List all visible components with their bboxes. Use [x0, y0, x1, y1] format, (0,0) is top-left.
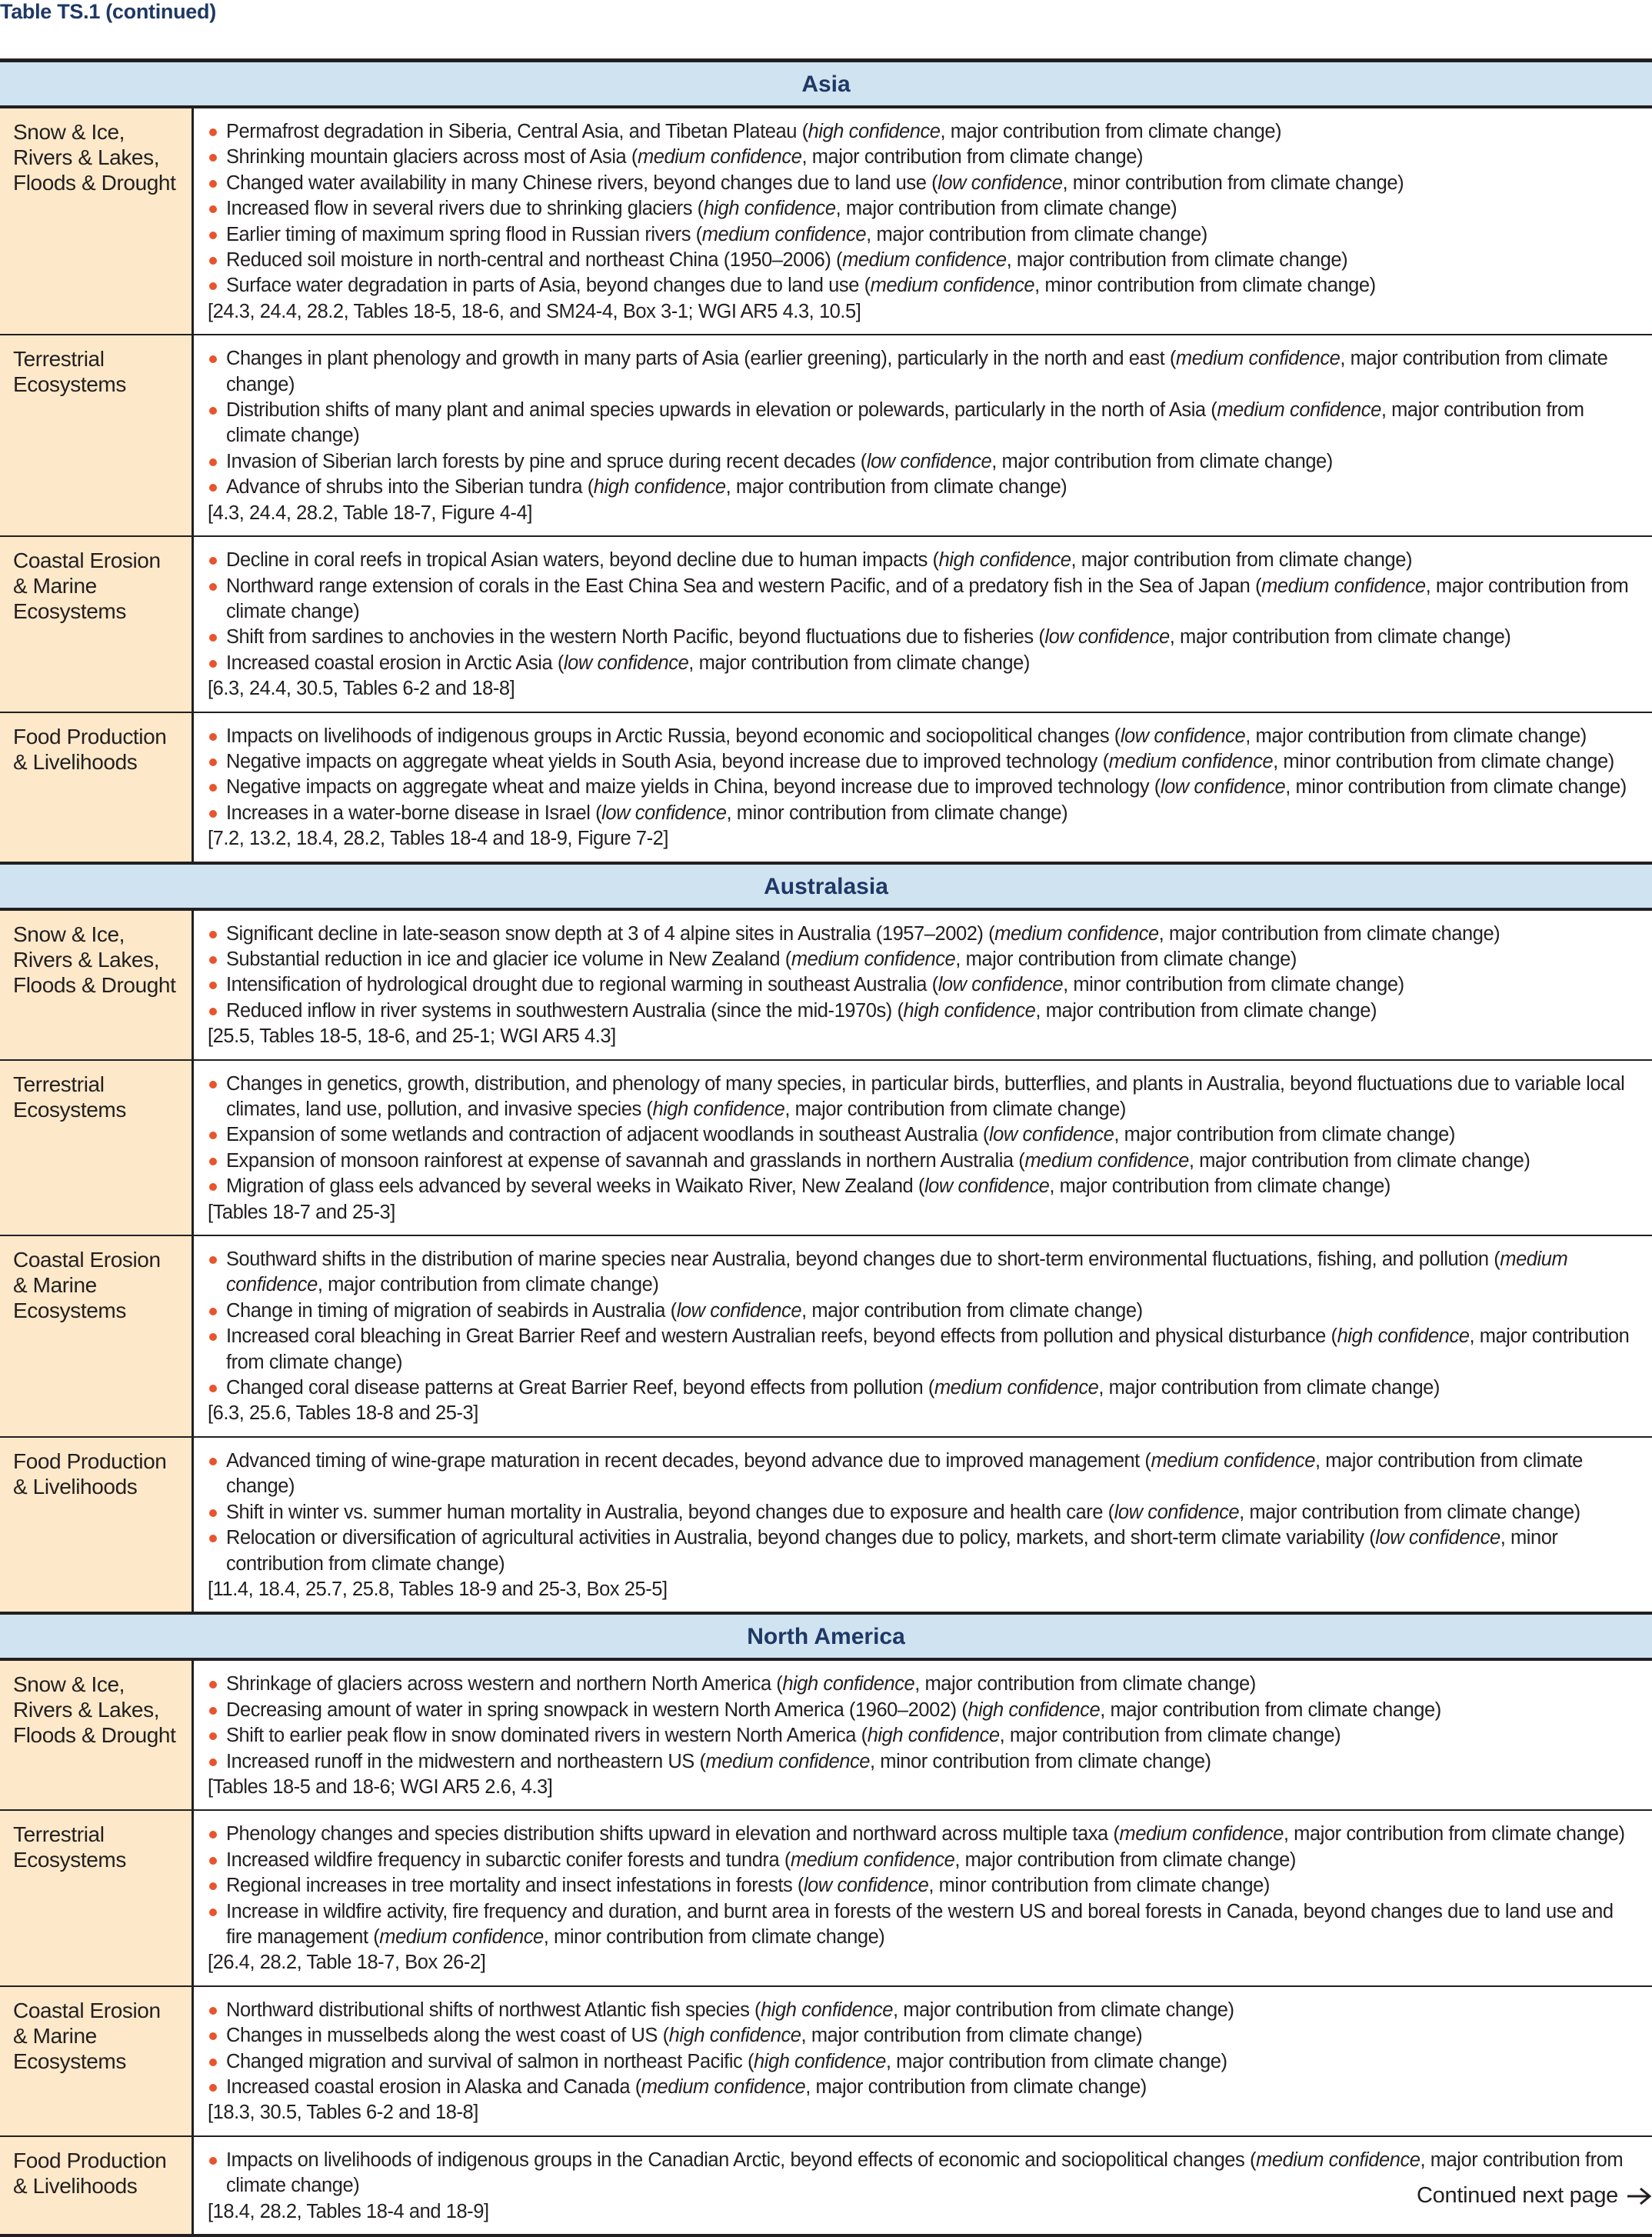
impact-bullet: [208, 972, 1641, 998]
confidence-level: high confidence: [808, 121, 941, 142]
impact-attribution: , major contribution from climate change): [940, 121, 1282, 142]
impact-text: Changes in musselbeds along the west coast of US (: [226, 2025, 669, 2047]
impact-bullet: [208, 2075, 1641, 2100]
confidence-level: high confidence: [761, 1999, 893, 2021]
impact-text: Change in timing of migration of seabirds in Australia (: [226, 1299, 677, 1322]
observed-impacts-table: [0, 58, 1652, 2237]
table-row: [0, 1436, 1652, 1612]
impact-bullet: [208, 1149, 1641, 1174]
category-label: & Marine: [13, 574, 97, 598]
impact-text: Significant decline in late-season snow depth at 3 of 4 alpine sites in Australia (1957–2002) (: [226, 922, 995, 945]
impact-bullet: [208, 947, 1641, 972]
impact-attribution: , major contribution from climate change): [688, 652, 1030, 674]
impact-attribution: , major contribution from climate change): [1071, 549, 1413, 572]
category-label: Snow & Ice,: [13, 120, 125, 144]
impact-text: Northward range extension of corals in the East China Sea and western Pacific, and of a predatory fish in the Sea of Japan (: [226, 575, 1262, 597]
impact-attribution: , major contribution from climate change): [1239, 1501, 1580, 1523]
section-references: [18.4, 28.2, Tables 18-4 and 18-9]: [208, 2200, 489, 2222]
impact-bullet: [208, 651, 1641, 676]
impacts-cell: [194, 713, 1652, 862]
section-references: [24.3, 24.4, 28.2, Tables 18-5, 18-6, and SM24-4, Box 3-1; WGI AR5 4.3, 10.5]: [208, 300, 861, 322]
impact-text: Northward distributional shifts of northwest Atlantic fish species (: [226, 1999, 761, 2021]
impact-text: Changed water availability in many Chinese rivers, beyond changes due to land use (: [226, 172, 938, 194]
impact-bullet: [208, 1449, 1641, 1500]
impact-attribution: , major contribution from climate change): [1098, 1377, 1440, 1399]
confidence-level: medium confidence: [1151, 1449, 1315, 1472]
impact-attribution: , major contribution from climate change): [801, 146, 1144, 168]
impact-bullet: [208, 1698, 1641, 1723]
impacts-cell: [194, 1061, 1652, 1235]
impacts-cell: [194, 335, 1652, 535]
impact-attribution: , major contribution from climate change): [226, 348, 1608, 395]
confidence-level: high confidence: [1337, 1325, 1470, 1348]
table-row: [0, 911, 1652, 1059]
impact-text: Shrinkage of glaciers across western and northern North America (: [226, 1673, 783, 1695]
region-header: Asia: [0, 62, 1652, 108]
impact-attribution: , major contribution from climate change): [226, 399, 1584, 447]
confidence-level: high confidence: [593, 476, 726, 498]
section-references: [4.3, 24.4, 28.2, Table 18-7, Figure 4-4]: [208, 502, 532, 524]
impact-bullet: [208, 1899, 1641, 1951]
impact-attribution: , major contribution from climate change): [226, 1325, 1630, 1373]
impact-text: Negative impacts on aggregate wheat and maize yields in China, beyond increase due to improved technology (: [226, 776, 1161, 798]
table-row: [0, 108, 1652, 334]
arrow-right-icon: [1626, 2185, 1652, 2208]
impact-attribution: , minor contribution from climate change): [1285, 776, 1627, 798]
category-cell: [0, 1061, 194, 1235]
impact-bullet: [208, 273, 1641, 298]
confidence-level: high confidence: [938, 549, 1071, 572]
table-row: [0, 1809, 1652, 1985]
impact-bullet: [208, 222, 1641, 248]
confidence-level: low confidence: [1120, 725, 1246, 747]
impact-bullet: [208, 475, 1641, 500]
category-cell: [0, 1811, 194, 1985]
impact-text: Reduced soil moisture in north-central and northeast China (1950–2006) (: [226, 249, 843, 272]
confidence-level: high confidence: [754, 2050, 886, 2072]
impact-attribution: , major contribution from climate change): [892, 1999, 1234, 2021]
impact-attribution: , major contribution from climate change): [1169, 626, 1511, 648]
section-references: [25.5, Tables 18-5, 18-6, and 25-1; WGI AR5 4.3]: [208, 1025, 616, 1048]
impact-attribution: , major contribution from climate change): [885, 2050, 1227, 2072]
confidence-level: low confidence: [924, 1175, 1050, 1198]
impact-attribution: , major contribution from climate change): [866, 223, 1207, 245]
impact-text: Changed migration and survival of salmon in northeast Pacific (: [226, 2050, 754, 2072]
impact-attribution: , major contribution from climate change): [914, 1673, 1256, 1695]
confidence-level: medium confidence: [701, 223, 867, 245]
impact-text: Increases in a water-borne disease in Israel (: [226, 802, 602, 824]
impact-bullet: [208, 1500, 1641, 1525]
category-cell: [0, 1438, 194, 1612]
confidence-level: low confidence: [1114, 1501, 1240, 1523]
confidence-level: medium confidence: [934, 1377, 1099, 1399]
region-header: Australasia: [0, 862, 1652, 911]
confidence-level: low confidence: [1160, 776, 1286, 798]
impacts-cell: [194, 1811, 1652, 1985]
impact-attribution: , major contribution from climate change): [1158, 922, 1500, 945]
category-label: Ecosystems: [13, 1097, 126, 1122]
section-references: [7.2, 13.2, 18.4, 28.2, Tables 18-4 and 18-9, Figure 7-2]: [208, 828, 669, 850]
footer-label: Continued next page: [1417, 2183, 1618, 2208]
impact-bullet: [208, 625, 1641, 650]
impact-bullet: [208, 1247, 1641, 1299]
impact-attribution: , major contribution from climate change): [801, 1299, 1143, 1322]
table-row: [0, 2135, 1652, 2234]
impact-text: Surface water degradation in parts of Asia, beyond changes due to land use (: [226, 275, 871, 297]
impact-text: Expansion of monsoon rainforest at expense of savannah and grasslands in northern Australia (: [226, 1149, 1025, 1172]
impact-bullet: [208, 2049, 1641, 2075]
impact-text: Earlier timing of maximum spring flood in Russian rivers (: [226, 223, 702, 245]
impact-bullet: [208, 749, 1641, 775]
confidence-level: low confidence: [601, 802, 727, 824]
impact-bullet: [208, 548, 1641, 573]
category-cell: [0, 1661, 194, 1809]
impact-attribution: , major contribution from climate change): [784, 1098, 1126, 1120]
impact-text: Changed coral disease patterns at Great Barrier Reef, beyond effects from pollution (: [226, 1377, 934, 1399]
confidence-level: low confidence: [938, 974, 1064, 996]
category-cell: [0, 1236, 194, 1436]
confidence-level: medium confidence: [1175, 348, 1341, 370]
category-label: Ecosystems: [13, 372, 126, 397]
confidence-level: medium confidence: [842, 249, 1007, 272]
impact-text: Distribution shifts of many plant and animal species upwards in elevation or polewards, particularly in the north of Asia (: [226, 399, 1217, 422]
impact-text: Advance of shrubs into the Siberian tundra (: [226, 476, 594, 498]
impact-text: Decreasing amount of water in spring snowpack in western North America (1960–2002) (: [226, 1699, 968, 1721]
confidence-level: high confidence: [782, 1673, 915, 1695]
confidence-level: medium confidence: [1261, 575, 1426, 597]
section-references: [26.4, 28.2, Table 18-7, Box 26-2]: [208, 1952, 486, 1974]
impact-attribution: , major contribution from climate change): [801, 2025, 1143, 2047]
impact-text: Decline in coral reefs in tropical Asian waters, beyond decline due to human impacts (: [226, 549, 939, 572]
impact-attribution: , major contribution from climate change): [226, 575, 1629, 622]
impact-bullet: [208, 398, 1641, 449]
impact-text: Shift in winter vs. summer human mortality in Australia, beyond changes due to exposure and health care (: [226, 1501, 1114, 1523]
confidence-level: low confidence: [803, 1875, 929, 1897]
category-label: Snow & Ice,: [13, 922, 125, 946]
impact-text: Permafrost degradation in Siberia, Central Asia, and Tibetan Plateau (: [226, 121, 808, 142]
impact-bullet: [208, 998, 1641, 1024]
category-label: Coastal Erosion: [13, 1998, 161, 2022]
section-references: [6.3, 24.4, 30.5, Tables 6-2 and 18-8]: [208, 678, 515, 700]
impact-attribution: , minor contribution from climate change): [870, 1750, 1211, 1772]
confidence-level: medium confidence: [641, 2076, 806, 2098]
confidence-level: medium confidence: [1217, 399, 1381, 422]
confidence-level: high confidence: [668, 2025, 801, 2047]
confidence-level: high confidence: [968, 1699, 1101, 1721]
impact-attribution: , major contribution from climate change): [954, 1849, 1296, 1871]
impact-bullet: [208, 2023, 1641, 2049]
category-label: Rivers & Lakes,: [13, 145, 160, 169]
category-cell: [0, 713, 194, 862]
impact-bullet: [208, 1299, 1641, 1324]
impact-text: Advanced timing of wine-grape maturation in recent decades, beyond advance due to improved management (: [226, 1449, 1151, 1472]
confidence-level: high confidence: [903, 999, 1036, 1022]
impact-bullet: [208, 1072, 1641, 1123]
impact-bullet: [208, 1723, 1641, 1749]
impact-attribution: , major contribution from climate change): [1245, 725, 1587, 747]
impact-text: Increase in wildfire activity, fire frequency and duration, and burnt area in forests of the western US and boreal forests in Canada, beyond changes due to land use and fire management (: [226, 1900, 1614, 1948]
impact-bullet: [208, 775, 1641, 800]
impact-text: Relocation or diversification of agricultural activities in Australia, beyond changes due to policy, markets, and short-term climate variability (: [226, 1527, 1376, 1549]
section-references: [11.4, 18.4, 25.7, 25.8, Tables 18-9 and 25-3, Box 25-5]: [208, 1578, 668, 1600]
impact-attribution: , minor contribution from climate change): [928, 1875, 1270, 1897]
impact-bullet: [208, 145, 1641, 170]
category-cell: [0, 537, 194, 711]
confidence-level: low confidence: [676, 1299, 802, 1322]
impact-bullet: [208, 248, 1641, 273]
table-row: [0, 1661, 1652, 1809]
impact-text: Substantial reduction in ice and glacier ice volume in New Zealand (: [226, 948, 791, 970]
confidence-level: medium confidence: [790, 1849, 955, 1871]
impact-text: Changes in genetics, growth, distribution, and phenology of many species, in particular birds, butterflies, and plants in Australia, beyond fluctuations due to variable local climates, land use, pollution, and invasive species (: [226, 1072, 1625, 1120]
impact-text: Increased coastal erosion in Arctic Asia (: [226, 652, 564, 674]
impact-attribution: , minor contribution from climate change): [1034, 275, 1376, 297]
impact-attribution: , minor contribution from climate change): [1062, 172, 1404, 194]
impact-bullet: [208, 1998, 1641, 2023]
confidence-level: medium confidence: [1256, 2149, 1421, 2171]
impact-text: Shrinking mountain glaciers across most of Asia (: [226, 146, 638, 168]
category-label: Rivers & Lakes,: [13, 1698, 160, 1722]
impact-attribution: , major contribution from climate change): [1049, 1175, 1391, 1198]
impact-text: Phenology changes and species distribution shifts upward in elevation and northward across multiple taxa (: [226, 1823, 1120, 1845]
confidence-level: high confidence: [703, 198, 836, 220]
confidence-level: low confidence: [1375, 1527, 1500, 1549]
continued-next-page: [1417, 2183, 1652, 2209]
impacts-cell: [194, 1438, 1652, 1612]
table-row: [0, 1985, 1652, 2135]
category-label: & Marine: [13, 1273, 97, 1298]
section-references: [18.3, 30.5, Tables 6-2 and 18-8]: [208, 2102, 478, 2124]
table-row: [0, 1235, 1652, 1436]
impacts-cell: [194, 1661, 1652, 1809]
impact-text: Increased wildfire frequency in subarctic conifer forests and tundra (: [226, 1849, 791, 1871]
impact-bullet: [208, 1525, 1641, 1577]
impact-text: Increased flow in several rivers due to shrinking glaciers (: [226, 198, 704, 220]
confidence-level: medium confidence: [705, 1750, 871, 1772]
impact-bullet: [208, 449, 1641, 475]
category-cell: [0, 1987, 194, 2135]
confidence-level: low confidence: [938, 172, 1063, 194]
confidence-level: medium confidence: [637, 146, 802, 168]
category-label: Food Production: [13, 724, 167, 748]
category-label: & Livelihoods: [13, 2173, 138, 2198]
impact-bullet: [208, 1749, 1641, 1775]
impact-attribution: , major contribution from climate change): [317, 1274, 659, 1296]
impact-attribution: , major contribution from climate change): [1100, 1699, 1441, 1721]
impact-text: Shift to earlier peak flow in snow dominated rivers in western North America (: [226, 1725, 868, 1747]
category-cell: [0, 335, 194, 535]
section-references: [Tables 18-5 and 18-6; WGI AR5 2.6, 4.3]: [208, 1775, 553, 1798]
confidence-level: medium confidence: [1108, 750, 1274, 772]
impact-bullet: [208, 724, 1641, 749]
impacts-cell: [194, 1236, 1652, 1436]
impact-text: Negative impacts on aggregate wheat yields in South Asia, beyond increase due to improved technology (: [226, 750, 1109, 772]
impacts-cell: [194, 1987, 1652, 2135]
category-label: Ecosystems: [13, 1848, 126, 1872]
impact-attribution: , major contribution from climate change): [955, 948, 1297, 970]
category-label: Ecosystems: [13, 599, 126, 624]
table-caption: Table TS.1 (continued): [0, 0, 216, 23]
impact-bullet: [208, 346, 1641, 398]
category-label: Coastal Erosion: [13, 1248, 161, 1272]
impact-attribution: , minor contribution from climate change): [226, 1527, 1558, 1575]
impact-text: Increased coral bleaching in Great Barrier Reef and western Australian reefs, beyond effects from pollution and physical disturbance (: [226, 1325, 1337, 1348]
impact-bullet: [208, 1822, 1641, 1847]
impact-text: Southward shifts in the distribution of marine species near Australia, beyond changes due to short-term environmental fluctuations, fishing, and pollution (: [226, 1249, 1500, 1271]
impact-attribution: , major contribution from climate change): [226, 1449, 1583, 1498]
confidence-level: low confidence: [1044, 626, 1170, 648]
impact-text: Increased coastal erosion in Alaska and Canada (: [226, 2076, 641, 2098]
category-label: Terrestrial: [13, 1072, 105, 1096]
category-label: Rivers & Lakes,: [13, 947, 160, 972]
confidence-level: medium confidence: [1119, 1823, 1284, 1845]
category-label: & Livelihoods: [13, 1474, 138, 1499]
category-label: Terrestrial: [13, 347, 105, 372]
confidence-level: medium confidence: [791, 948, 956, 970]
impact-text: Migration of glass eels advanced by several weeks in Waikato River, New Zealand (: [226, 1175, 924, 1198]
impact-attribution: , major contribution from climate change): [1114, 1124, 1455, 1146]
impact-text: Shift from sardines to anchovies in the western North Pacific, beyond fluctuations due to fisheries (: [226, 626, 1045, 648]
impact-attribution: , minor contribution from climate change): [726, 802, 1068, 824]
impact-bullet: [208, 1873, 1641, 1899]
category-cell: [0, 2137, 194, 2234]
impact-text: Regional increases in tree mortality and insect infestations in forests (: [226, 1875, 804, 1897]
category-label: Food Production: [13, 1449, 167, 1473]
category-label: & Livelihoods: [13, 749, 138, 774]
impact-text: Invasion of Siberian larch forests by pine and spruce during recent decades (: [226, 450, 867, 472]
impact-text: Expansion of some wetlands and contraction of adjacent woodlands in southeast Australia (: [226, 1124, 989, 1146]
impact-attribution: , minor contribution from climate change): [543, 1925, 885, 1948]
impacts-cell: [194, 911, 1652, 1059]
category-label: Terrestrial: [13, 1822, 105, 1847]
impact-bullet: [208, 922, 1641, 947]
impact-attribution: , major contribution from climate change): [835, 198, 1177, 220]
category-cell: [0, 911, 194, 1059]
category-label: Floods & Drought: [13, 1723, 176, 1748]
confidence-level: low confidence: [866, 450, 992, 472]
impacts-cell: [194, 108, 1652, 334]
impact-attribution: , minor contribution from climate change): [1273, 750, 1614, 772]
impact-bullet: [208, 1672, 1641, 1697]
impacts-cell: [194, 537, 1652, 711]
impact-bullet: [208, 196, 1641, 222]
impact-attribution: , major contribution from climate change): [805, 2076, 1147, 2098]
category-label: Floods & Drought: [13, 171, 176, 195]
impact-bullet: [208, 1122, 1641, 1148]
table-row: [0, 334, 1652, 535]
impact-attribution: , major contribution from climate change): [991, 450, 1333, 472]
impact-text: Impacts on livelihoods of indigenous groups in the Canadian Arctic, beyond effects of economic and sociopolitical changes (: [226, 2149, 1257, 2171]
impact-bullet: [208, 801, 1641, 826]
impact-bullet: [208, 1174, 1641, 1199]
impact-attribution: , major contribution from climate change): [725, 476, 1067, 498]
impact-bullet: [208, 1324, 1641, 1375]
confidence-level: medium confidence: [994, 922, 1159, 945]
category-label: Ecosystems: [13, 2049, 126, 2073]
impact-bullet: [208, 574, 1641, 625]
confidence-level: high confidence: [867, 1725, 1000, 1747]
impact-text: Changes in plant phenology and growth in many parts of Asia (earlier greening), particularly in the north and east (: [226, 348, 1176, 370]
impact-bullet: [208, 119, 1641, 145]
impact-attribution: , major contribution from climate change): [1188, 1149, 1530, 1172]
table-row: [0, 535, 1652, 711]
impact-attribution: , minor contribution from climate change): [1063, 974, 1404, 996]
impact-attribution: , major contribution from climate change): [1035, 999, 1377, 1022]
impact-attribution: , major contribution from climate change): [1006, 249, 1348, 272]
impact-attribution: , major contribution from climate change): [999, 1725, 1341, 1747]
impact-attribution: , major contribution from climate change): [226, 2149, 1624, 2197]
impact-text: Intensification of hydrological drought due to regional warming in southeast Australia (: [226, 974, 938, 996]
region-header: North America: [0, 1612, 1652, 1661]
category-label: Snow & Ice,: [13, 1672, 125, 1697]
impact-bullet: [208, 1375, 1641, 1401]
table-row: [0, 712, 1652, 862]
category-label: Food Production: [13, 2148, 167, 2172]
category-cell: [0, 108, 194, 334]
confidence-level: medium confidence: [870, 275, 1035, 297]
confidence-level: low confidence: [988, 1124, 1114, 1146]
confidence-level: low confidence: [563, 652, 689, 674]
impact-bullet: [208, 171, 1641, 196]
category-label: & Marine: [13, 2023, 97, 2048]
category-label: Ecosystems: [13, 1299, 126, 1323]
impact-bullet: [208, 1848, 1641, 1873]
impact-text: Impacts on livelihoods of indigenous groups in Arctic Russia, beyond economic and sociopolitical changes (: [226, 725, 1121, 747]
category-label: Coastal Erosion: [13, 548, 161, 573]
impact-text: Reduced inflow in river systems in southwestern Australia (since the mid-1970s) (: [226, 999, 904, 1022]
confidence-level: medium confidence: [379, 1925, 544, 1948]
section-references: [6.3, 25.6, Tables 18-8 and 25-3]: [208, 1402, 478, 1425]
category-label: Floods & Drought: [13, 972, 176, 997]
confidence-level: high confidence: [652, 1098, 785, 1120]
impact-attribution: , major contribution from climate change): [1283, 1823, 1625, 1845]
confidence-level: medium confidence: [226, 1249, 1568, 1296]
table-row: [0, 1059, 1652, 1235]
confidence-level: medium confidence: [1024, 1149, 1189, 1172]
impact-text: Increased runoff in the midwestern and northeastern US (: [226, 1750, 706, 1772]
section-references: [Tables 18-7 and 25-3]: [208, 1201, 395, 1223]
